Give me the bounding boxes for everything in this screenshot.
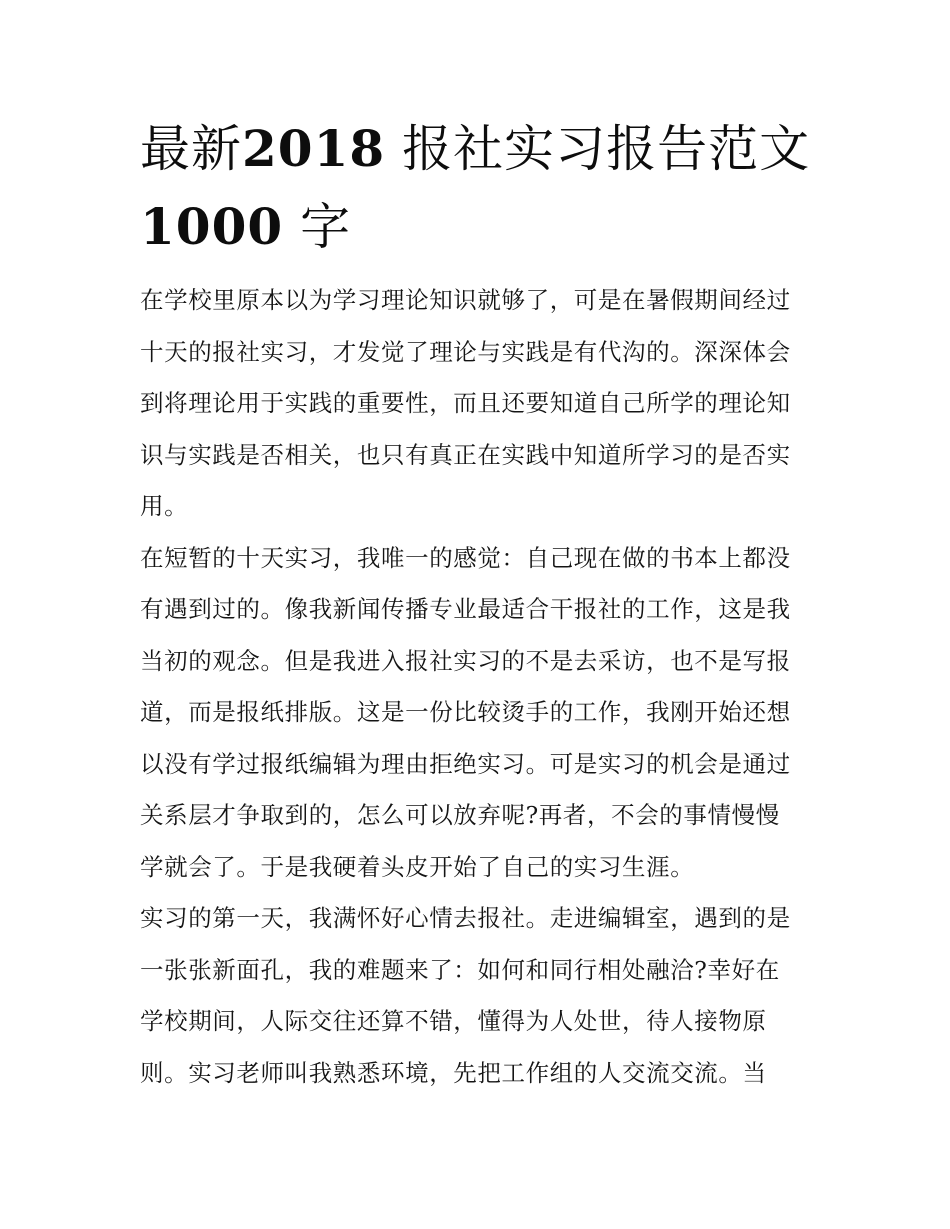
title-part-3: 字: [283, 198, 352, 256]
paragraph-line: 一张张新面孔，我的难题来了：如何和同行相处融洽?幸好在: [140, 955, 780, 984]
paragraph-line: 学就会了。于是我硬着头皮开始了自己的实习生涯。: [140, 852, 695, 881]
paragraph-line: 实习的第一天，我满怀好心情去报社。走进编辑室，遇到的是: [140, 904, 791, 932]
paragraph-line: 用。: [140, 492, 189, 520]
paragraph-line: 以没有学过报纸编辑为理由拒绝实习。可是实习的机会是通过: [140, 749, 791, 778]
paragraph-line: 有遇到过的。像我新闻传播专业最适合干报社的工作，这是我: [140, 595, 791, 623]
document-body: [140, 275, 815, 1099]
paragraph-line: 在短暂的十天实习，我唯一的感觉：自己现在做的书本上都没: [140, 543, 791, 572]
paragraph-line: 学校期间，人际交往还算不错，懂得为人处世，待人接物原: [140, 1007, 767, 1035]
paragraph-line: 关系层才争取到的，怎么可以放弃呢?再者，不会的事情慢慢: [140, 801, 780, 829]
paragraph-line: 十天的报社实习，才发觉了理论与实践是有代沟的。深深体会: [140, 337, 791, 366]
paragraph-line: 识与实践是否相关，也只有真正在实践中知道所学习的是否实: [140, 440, 791, 469]
paragraph-line: 道，而是报纸排版。这是一份比较烫手的工作，我刚开始还想: [140, 698, 791, 726]
paragraph-2: [140, 533, 815, 894]
title-part-1: 最新: [140, 120, 242, 178]
document-title: [140, 110, 820, 266]
paragraph-line: 在学校里原本以为学习理论知识就够了，可是在暑假期间经过: [140, 286, 791, 314]
paragraph-line: 当初的观念。但是我进入报社实习的不是去采访，也不是写报: [140, 646, 791, 675]
paragraph-line: 则。实习老师叫我熟悉环境，先把工作组的人交流交流。当: [140, 1058, 767, 1087]
title-word-count: 1000: [140, 197, 284, 256]
paragraph-line: 到将理论用于实践的重要性，而且还要知道自己所学的理论知: [140, 389, 791, 417]
title-year: 2018: [242, 119, 386, 178]
paragraph-1: [140, 275, 815, 533]
title-part-2: 报社实习报告范文: [385, 120, 811, 178]
paragraph-3: [140, 893, 815, 1099]
